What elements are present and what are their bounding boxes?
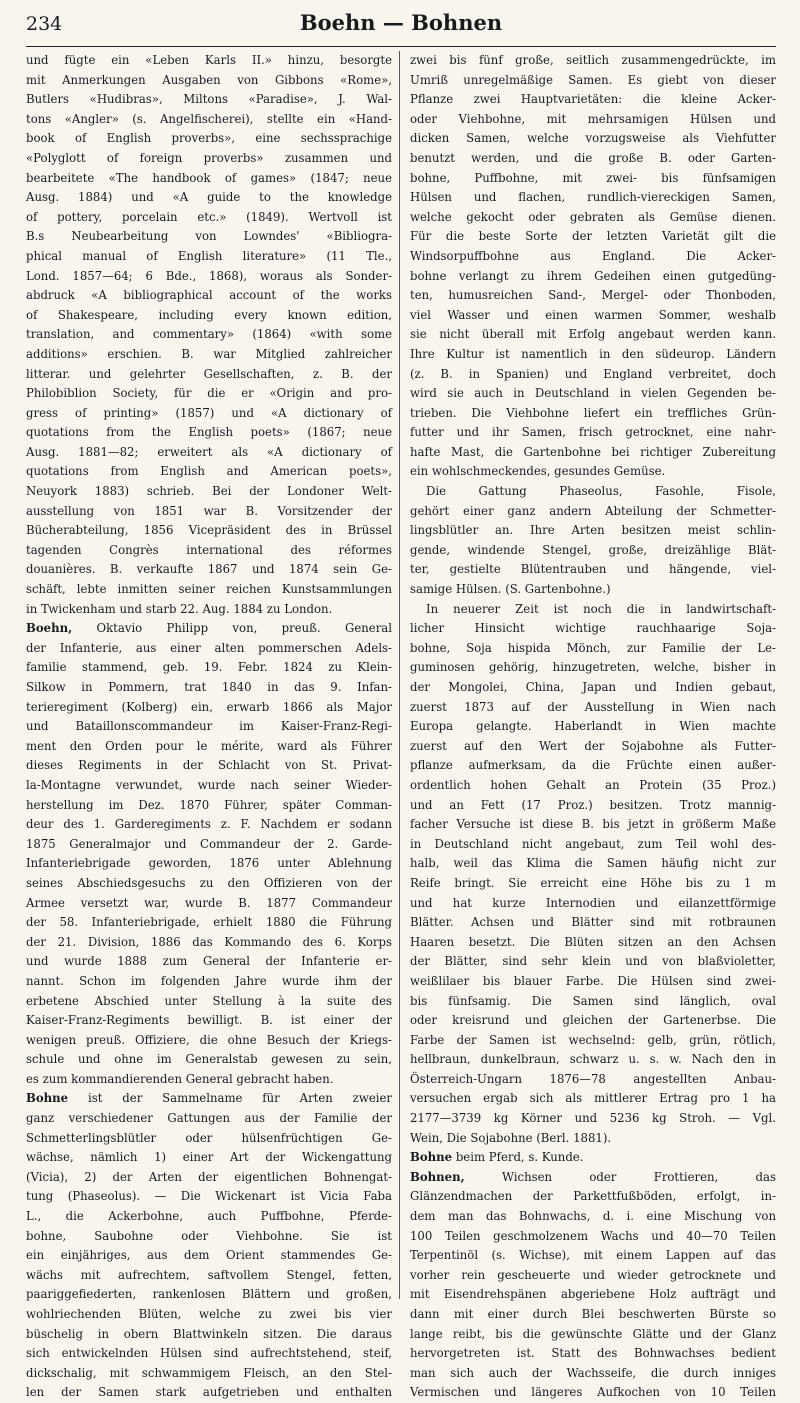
text-line: sie nicht überall mit Erfolg angebaut werden kann. (410, 327, 776, 342)
entry-headword: Boehn, (26, 621, 73, 636)
text-line: Lond. 1857—64; 6 Bde., 1868), woraus als Sonder- (26, 268, 392, 283)
text-line: quotations from English and American poets», (26, 464, 392, 479)
text-line: lange reibt, bis die gewünschte Glätte und der Glanz (410, 1326, 776, 1341)
text-line: Windsorpuffbohne aus England. Die Acker- (410, 248, 776, 263)
text-line: dicken Samen, welche vorzugsweise als Viehfutter (410, 131, 776, 146)
text-line: litterar. und gelehrter Gesellschaften, z. B. der (26, 366, 392, 381)
text-line: Philobiblion Society, für die er «Origin and pro- (26, 386, 392, 401)
text-line: facher Versuche ist diese B. bis jetzt in größerm Maße (410, 817, 776, 832)
text-line: abdruck «A bibliographical account of the works (26, 288, 392, 303)
text-line: dem man das Bohnwachs, d. i. eine Mischung von (410, 1209, 776, 1224)
text-line: Die Gattung Phaseolus, Fasohle, Fisole, (426, 484, 776, 499)
text-line: Umriß unregelmäßige Samen. Es giebt von dieser (410, 72, 776, 87)
text-line: Ausg. 1881—82; erweitert als «A dictionary of (26, 444, 392, 459)
text-line: Europa gelangte. Haberlandt in Wien machte (410, 719, 776, 734)
text-line: und fügte ein «Leben Karls II.» hinzu, besorgte (26, 53, 392, 67)
text-line: bohne, Soja hispida Mönch, zur Familie der Le- (410, 640, 776, 655)
text-line: ordentlich hohen Gehalt an Protein (35 Proz.) (410, 777, 776, 792)
text-line: schäft, lebte inmitten seiner reichen Kunstsammlungen (26, 582, 392, 597)
text-line: Armee versetzt war, wurde B. 1877 Commandeur (26, 895, 392, 910)
text-line: und wurde 1888 zum General der Infanterie er- (26, 954, 392, 969)
text-line: futter und ihr Samen, frisch getrocknet, eine nahr- (410, 425, 776, 440)
text-line: Glänzendmachen der Parkettfußböden, erfolgt, in- (410, 1189, 776, 1204)
text-line: bearbeitete «The handbook of games» (1847; neue (26, 170, 392, 185)
text-line: welche gekocht oder gebraten als Gemüse dienen. (410, 209, 776, 224)
text-line: quotations from the English poets» (1867; neue (26, 425, 392, 440)
text-line: (z. B. in Spanien) und England verbreitet, doch (410, 366, 776, 381)
right-column (410, 51, 776, 1400)
text-line: wächse, nämlich 1) einer Art der Wickengattung (26, 1150, 392, 1165)
text-line: zuerst auf den Wert der Sojabohne als Futter- (410, 738, 776, 753)
text-line: licher Hinsicht wichtige rauchhaarige Soja- (410, 621, 776, 636)
text-line (410, 1148, 776, 1168)
text-line: seines Abschiedsgesuchs zu den Offizieren von der (26, 875, 392, 890)
text-line: bis fünfsamig. Die Samen sind länglich, oval (410, 993, 776, 1008)
text-line: hervorgetreten ist. Statt des Bohnwachses bedient (410, 1346, 776, 1361)
text-line: der 21. Division, 1886 das Kommando des 6. Korps (26, 934, 392, 949)
text-line: in Twickenham und starb 22. Aug. 1884 zu London. (26, 601, 333, 616)
text-line: weißlilaer bis blauer Farbe. Die Hülsen sind zwei- (410, 973, 776, 988)
entry-text: beim Pferd, s. Kunde. (452, 1150, 584, 1165)
text-line: gende, windende Stengel, große, dreizählige Blät- (410, 542, 776, 557)
text-line: Schmetterlingsblütler oder hülsenfrüchtigen Ge- (26, 1130, 392, 1145)
text-line: versuchen ergab sich als mittlerer Ertrag pro 1 ha (410, 1091, 776, 1106)
text-line: Wein, Die Sojabohne (Berl. 1881). (410, 1130, 612, 1145)
text-line: tagenden Congrès international des réformes (26, 542, 392, 557)
text-line: deur des 1. Garderegiments z. F. Nachdem er sodann (26, 817, 392, 832)
text-line: Kaiser-Franz-Regiments bewilligt. B. ist einer der (26, 1013, 392, 1028)
text-line: hafte Mast, die Gartenbohne bei richtiger Zubereitung (410, 444, 776, 459)
text-line: Vermischen und längeres Aufkochen von 10 Teilen (410, 1385, 776, 1400)
text-line: dickschalig, mit schwammigem Fleisch, an den Stel- (26, 1365, 392, 1380)
text-line: additions» erschien. B. war Mitglied zahlreicher (26, 346, 392, 361)
text-line: viel Wasser und einen warmen Sommer, weshalb (410, 307, 776, 322)
entry-headword: Bohne (410, 1150, 453, 1165)
text-line: Silkow in Pommern, trat 1840 in das 9. Infan- (26, 680, 392, 694)
text-line: ganz verschiedener Gattungen aus der Familie der (26, 1111, 392, 1126)
text-line: man sich auch der Wachsseife, die durch inniges (410, 1365, 776, 1380)
text-line: trieben. Die Viehbohne liefert ein treffliches Grün- (410, 405, 776, 420)
text-line: Bücherabteilung, 1856 Vicepräsident des in Brüssel (26, 523, 392, 538)
text-line: of Shakespeare, including every known edition, (26, 307, 392, 322)
text-line: bohne, Saubohne oder Viehbohne. Sie ist (26, 1228, 392, 1243)
text-line: benutzt werden, und die große B. oder Garten- (410, 150, 776, 165)
text-line: sich entwickelnden Hülsen sind aufrechtstehend, steif, (26, 1346, 392, 1361)
text-line (410, 1168, 776, 1188)
text-line: der Infanterie, aus einer alten pommerschen Adels- (26, 640, 392, 655)
text-line: ment den Orden pour le mérite, ward als Führer (26, 738, 392, 753)
text-line: mit Eisendrehspänen abgeriebene Holz aufträgt und (410, 1287, 776, 1302)
page-header (26, 10, 776, 47)
text-line: translation, and commentary» (1864) «with some (26, 327, 392, 342)
text-line: of pottery, porcelain etc.» (1849). Wertvoll ist (26, 209, 392, 224)
text-line: L., die Ackerbohne, auch Puffbohne, Pferde- (26, 1209, 392, 1224)
text-line: schule und ohne im Generalstab gewesen zu sein, (26, 1052, 392, 1067)
text-line: erbetene Abschied unter Stellung à la suite des (26, 993, 392, 1008)
text-line: Ausg. 1884) und «A guide to the knowledge (26, 190, 392, 205)
text-line: Haaren besetzt. Die Blüten sitzen an den Achsen (410, 934, 776, 949)
text-line: es zum kommandierenden General gebracht haben. (26, 1071, 334, 1086)
text-line: oder Viehbohne, mit mehrsamigen Hülsen und (410, 111, 776, 126)
text-line: halb, weil das Klima die Samen häufig nicht zur (410, 856, 776, 871)
text-line: Reife bringt. Sie erreicht eine Höhe bis zu 1 m (410, 875, 776, 890)
text-line: In neuerer Zeit ist noch die in landwirtschaft- (426, 601, 776, 616)
text-line: pflanze aufmerksam, da die Früchte einen außer- (410, 758, 776, 773)
text-line: bohne verlangt zu ihrem Gedeihen einen gutgedüng- (410, 268, 776, 283)
text-line: Butlers «Hudibras», Miltons «Paradise», J. Wal- (26, 92, 392, 107)
text-line: mit Anmerkungen Ausgaben von Gibbons «Rome», (26, 72, 392, 87)
text-line: lingsblütler an. Ihre Arten besitzen meist schlin- (410, 523, 776, 538)
text-line: 1875 Generalmajor und Commandeur der 2. Garde- (26, 836, 392, 851)
text-line (26, 1089, 392, 1109)
text-line: wächs mit aufrechtem, saftvollem Stengel, fetten, (26, 1267, 392, 1282)
text-line: B.s Neubearbeitung von Lowndes' «Bibliogra- (26, 229, 392, 244)
text-line: wohlriechenden Blüten, welche zu zwei bis vier (26, 1307, 392, 1321)
text-line: paariggefiederten, rankenlosen Blättern und großen, (26, 1287, 392, 1302)
text-line: «Polyglott of foreign proverbs» zusammen und (26, 150, 392, 165)
text-line: (Vicia), 2) der Arten der eigentlichen Bohnengat- (26, 1169, 392, 1184)
text-line: dann mit einer durch Blei beschwerten Bürste so (410, 1307, 776, 1321)
text-line: und hat kurze Internodien und eilanzettförmige (410, 895, 776, 910)
text-line: Terpentinöl (s. Wichse), mit einem Lappen auf das (410, 1248, 776, 1263)
text-line: wird sie auch in Deutschland in vielen Gegenden be- (410, 386, 776, 401)
text-line: ausstellung von 1851 war B. Vorsitzender der (26, 503, 392, 518)
text-line: Farbe der Samen ist wechselnd: gelb, grün, rötlich, (410, 1032, 776, 1047)
text-line (26, 619, 392, 639)
text-line: Pflanze zwei Hauptvarietäten: die kleine Acker- (410, 92, 776, 107)
text-line: hellbraun, dunkelbraun, schwarz u. s. w. Nach den in (410, 1052, 776, 1067)
text-line: ein wohlschmeckendes, gesundes Gemüse. (410, 464, 666, 479)
left-column (26, 51, 392, 1400)
text-line: tung (Phaseolus). — Die Wickenart ist Vicia Faba (26, 1189, 392, 1204)
text-line: ter, gestielte Blütentrauben und hängende, viel- (410, 562, 776, 577)
text-line: zuerst 1873 auf der Ausstellung in Wien nach (410, 699, 776, 714)
text-line: nannt. Schon im folgenden Jahre wurde ihm der (26, 973, 392, 988)
entry-text: Wichsen oder Frottieren, das (464, 1169, 776, 1184)
text-line: vorher rein gescheuerte und wieder getrocknete und (410, 1267, 776, 1282)
text-line: phical manual of English literature» (11 Tle., (26, 248, 392, 263)
text-line: douanières. B. verkaufte 1867 und 1874 sein Ge- (26, 562, 392, 577)
text-line: und an Fett (17 Proz.) besitzen. Trotz mannig- (410, 797, 776, 812)
text-line: terieregiment (Kolberg) ein, erwarb 1866 als Major (26, 699, 392, 714)
text-line: la-Montagne verwundet, wurde nach seiner Wieder- (26, 777, 392, 792)
text-columns (26, 51, 776, 1400)
text-line: 100 Teilen geschmolzenem Wachs und 40—70 Teilen (410, 1228, 776, 1243)
text-line: book of English proverbs», eine sechssprachige (26, 131, 392, 146)
entry-headword: Bohnen, (410, 1169, 465, 1184)
text-line: herstellung im Dez. 1870 Führer, später Comman- (26, 797, 392, 812)
text-line: Neuyork 1883) schrieb. Bei der Londoner Welt- (26, 484, 392, 499)
text-line: der Mongolei, China, Japan und Indien gebaut, (410, 680, 776, 694)
text-line: Hülsen und flachen, rundlich-viereckigen Samen, (410, 190, 776, 205)
text-line: samige Hülsen. (S. Gartenbohne.) (410, 582, 611, 597)
running-head: Boehn — Bohnen (299, 10, 503, 35)
text-line: oder kreisrund und gleichen der Gartenerbse. Die (410, 1013, 776, 1028)
text-line: ein einjähriges, aus dem Orient stammendes Ge- (26, 1248, 392, 1263)
text-line: wenigen preuß. Offiziere, die ohne Besuch der Kriegs- (26, 1032, 392, 1047)
text-line: gress of printing» (1857) und «A dictionary of (26, 405, 392, 420)
text-line: in Deutschland nicht angebaut, zum Teil wohl des- (410, 836, 776, 851)
entry-headword: Bohne (26, 1091, 69, 1106)
text-line: dieses Regiments in der Schlacht von St. Privat- (26, 758, 392, 773)
text-line: Für die beste Sorte der letzten Varietät gilt die (410, 229, 776, 244)
entry-text: Oktavio Philipp von, preuß. General (72, 621, 392, 636)
column-divider (399, 51, 400, 1299)
entry-text: ist der Sammelname für Arten zweier (68, 1091, 392, 1106)
text-line: der Blätter, sind sehr klein und von blaßvioletter, (410, 954, 776, 969)
text-line: büschelig in obern Blattwinkeln sitzen. Die daraus (26, 1326, 392, 1341)
text-line: Infanteriebrigade geworden, 1876 unter Ablehnung (26, 856, 392, 871)
text-line: Ihre Kultur ist namentlich in den südeurop. Ländern (410, 346, 776, 361)
text-line: Blätter. Achsen und Blätter sind mit rotbraunen (410, 915, 776, 930)
text-line: tons «Angler» (s. Angelfischerei), stellte ein «Hand- (26, 111, 392, 126)
text-line: guminosen gehörig, hinzugetreten, welche, bisher in (410, 660, 776, 675)
text-line: zwei bis fünf große, seitlich zusammengedrückte, im (410, 53, 776, 67)
text-line: gehört einer ganz andern Abteilung der Schmetter- (410, 503, 776, 518)
page-number: 234 (26, 13, 63, 35)
text-line: len der Samen stark aufgetrieben und enthalten (26, 1385, 392, 1400)
text-line: und Bataillonscommandeur im Kaiser-Franz-Regi- (26, 719, 392, 734)
text-line: ten, humusreichen Sand-, Mergel- oder Thonboden, (410, 288, 776, 303)
text-line: 2177—3739 kg Körner und 5236 kg Stroh. — Vgl. (410, 1111, 776, 1126)
text-line: familie stammend, geb. 19. Febr. 1824 zu Klein- (26, 660, 392, 675)
text-line: Österreich-Ungarn 1876—78 angestellten Anbau- (410, 1071, 776, 1086)
text-line: der 58. Infanteriebrigade, erhielt 1880 die Führung (26, 915, 392, 930)
text-line: bohne, Puffbohne, mit zwei- bis fünfsamigen (410, 170, 776, 185)
